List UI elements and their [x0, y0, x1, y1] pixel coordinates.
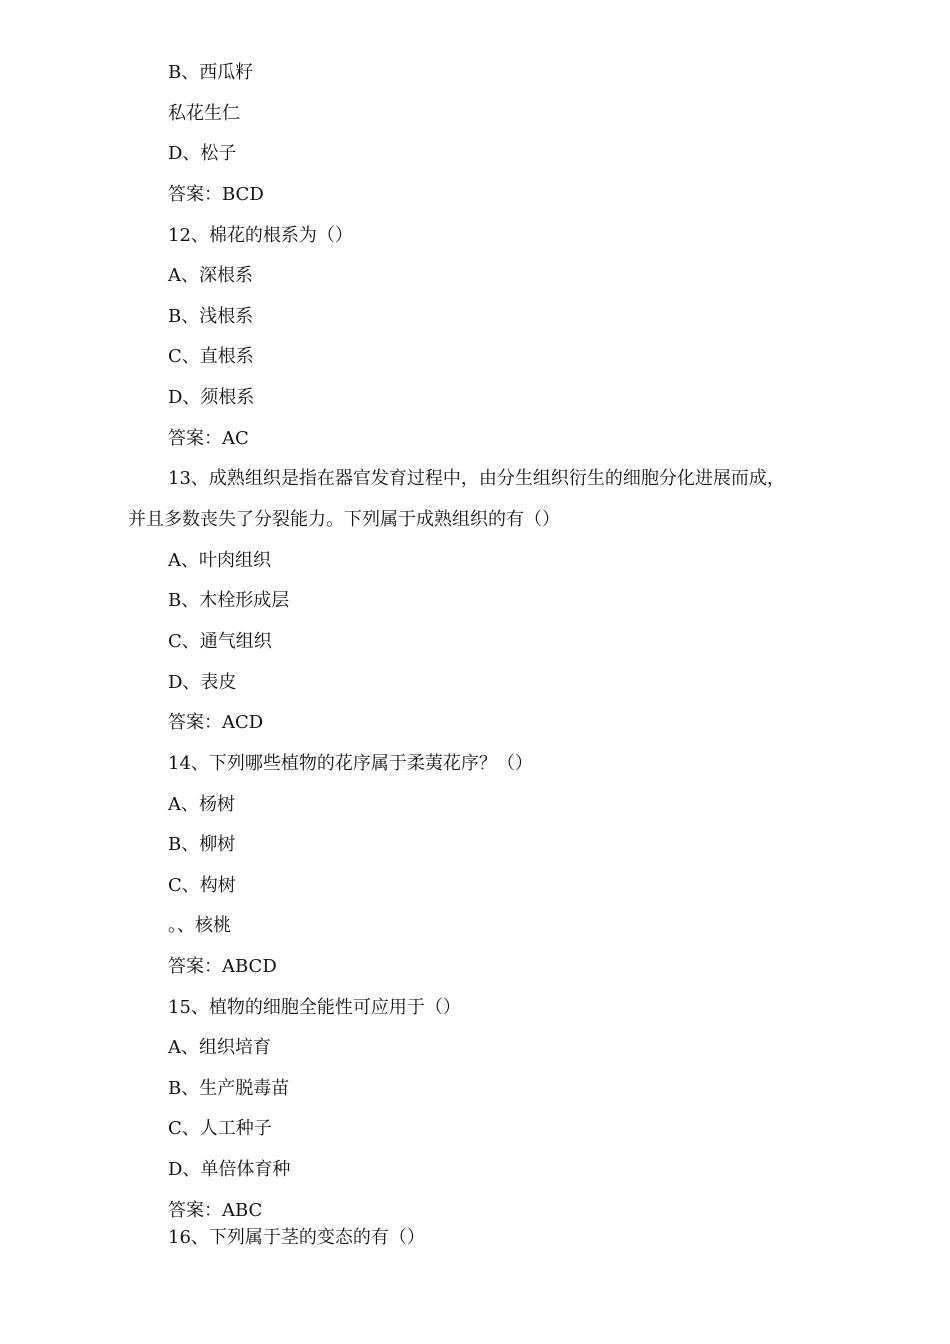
q15-option-b: B、生产脱毒苗: [168, 1078, 290, 1099]
q14-option-b: B、柳树: [168, 834, 236, 855]
answer-15: 答案：ABC: [168, 1200, 263, 1221]
q15-option-d: D、单倍体育种: [168, 1159, 291, 1180]
option-d-pine-nut: D、松子: [168, 143, 237, 164]
q13-option-a: A、叶肉组织: [168, 550, 271, 571]
q13-option-c: C、通气组织: [168, 631, 272, 652]
q15-option-a: A、组织培育: [168, 1037, 271, 1058]
answer-11: 答案：BCD: [168, 184, 264, 205]
question-12: 12、棉花的根系为（）: [168, 225, 353, 246]
q13-option-d: D、表皮: [168, 672, 237, 693]
question-16: 16、下列属于茎的变态的有（）: [168, 1227, 425, 1248]
answer-14: 答案：ABCD: [168, 956, 277, 977]
q12-option-d: D、须根系: [168, 387, 255, 408]
q13-option-b: B、木栓形成层: [168, 590, 290, 611]
q14-option-c: C、构树: [168, 875, 236, 896]
q14-option-a: A、杨树: [168, 794, 235, 815]
option-b-watermelon-seed: B、西瓜籽: [168, 62, 254, 83]
question-15: 15、植物的细胞全能性可应用于（）: [168, 997, 461, 1018]
q12-option-c: C、直根系: [168, 346, 254, 367]
q15-option-c: C、人工种子: [168, 1118, 272, 1139]
answer-13: 答案：ACD: [168, 712, 264, 733]
option-c-peanut-kernel: 私花生仁: [168, 103, 240, 124]
question-13-line-2: 并且多数丧失了分裂能力。下列属于成熟组织的有（）: [128, 509, 560, 530]
q12-option-b: B、浅根系: [168, 306, 254, 327]
answer-12: 答案：AC: [168, 428, 249, 449]
q12-option-a: A、深根系: [168, 265, 253, 286]
q14-option-d: 。、核桃: [168, 915, 231, 936]
question-14: 14、下列哪些植物的花序属于柔荑花序？（）: [168, 753, 533, 774]
question-13-line-1: 13、成熟组织是指在器官发育过程中，由分生组织衍生的细胞分化进展而成，: [168, 468, 785, 489]
